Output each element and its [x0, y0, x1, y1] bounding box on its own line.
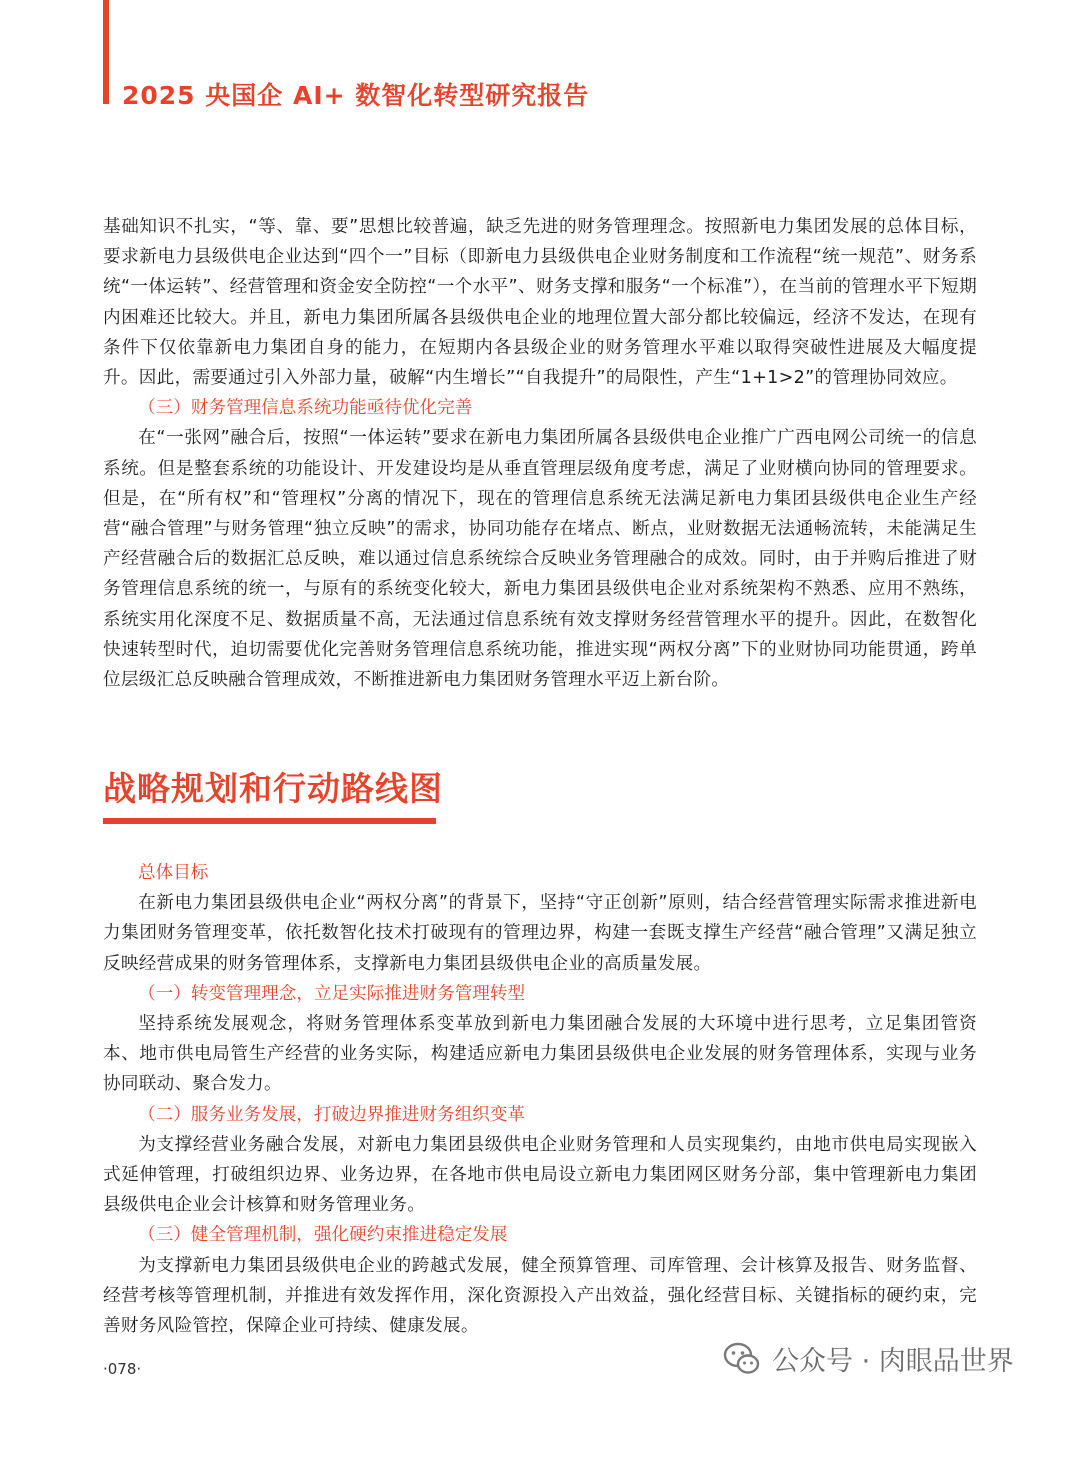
page-number: ·078·: [103, 1360, 142, 1378]
wechat-icon: [722, 1338, 762, 1378]
goal-heading: 总体目标: [138, 863, 209, 883]
item-heading-2: （二）服务业务发展，打破边界推进财务组织变革: [138, 1104, 526, 1125]
subheading-finance-system: （三）财务管理信息系统功能亟待优化完善: [138, 398, 473, 419]
item-paragraph-2: 为支撑经营业务融合发展，对新电力集团县级供电企业财务管理和人员实现集约，由地市供电局实现嵌入式延伸管理，打破组织边界、业务边界，在各地市供电局设立新电力集团网区财务分部，集中管理新电力集团县级供电企业会计核算和财务管理业务。: [103, 1134, 977, 1216]
body-block-1: [103, 212, 977, 695]
goal-paragraph: 在新电力集团县级供电企业“两权分离”的背景下，坚持“守正创新”原则，结合经营管理实际需求推进新电力集团财务管理变革，依托数智化技术打破现有的管理边界，构建一套既支撑生产经营“融合管理”又满足独立反映经营成果的财务管理体系，支撑新电力集团县级供电企业的高质量发展。: [103, 893, 977, 974]
watermark: [722, 1336, 1014, 1380]
intro-paragraph: 基础知识不扎实，“等、靠、要”思想比较普遍，缺乏先进的财务管理理念。按照新电力集团发展的总体目标，要求新电力县级供电企业达到“四个一”目标（即新电力县级供电企业财务制度和工作流程“统一规范”、财务系统“一体运转”、经营管理和资金安全防控“一个水平”、财务支撑和服务“一个标准”），在当前的管理水平下短期内困难还比较大。并且，新电力集团所属各县级供电企业的地理位置大部分都比较偏远，经济不发达，在现有条件下仅依靠新电力集团自身的能力，在短期内各县级企业的财务管理水平难以取得突破性进展及大幅度提升。因此，需要通过引入外部力量，破解“内生增长”“自我提升”的局限性，产生“1+1>2”的管理协同效应。: [103, 217, 977, 389]
item-paragraph-3: 为支撑新电力集团县级供电企业的跨越式发展，健全预算管理、司库管理、会计核算及报告、财务监督、经营考核等管理机制，并推进有效发挥作用，深化资源投入产出效益，强化经营目标、关键指标的硬约束，完善财务风险管控，保障企业可持续、健康发展。: [103, 1255, 977, 1337]
section-title-underline: [103, 818, 436, 824]
finance-system-paragraph: 在“一张网”融合后，按照“一体运转”要求在新电力集团所属各县级供电企业推广广西电网公司统一的信息系统。但是整套系统的功能设计、开发建设均是从垂直管理层级角度考虑，满足了业财横向协同的管理要求。但是，在“所有权”和“管理权”分离的情况下，现在的管理信息系统无法满足新电力集团县级供电企业生产经营“融合管理”与财务管理“独立反映”的需求，协同功能存在堵点、断点，业财数据无法通畅流转，未能满足生产经营融合后的数据汇总反映，难以通过信息系统综合反映业务管理融合的成效。同时，由于并购后推进了财务管理信息系统的统一，与原有的系统变化较大，新电力集团县级供电企业对系统架构不熟悉、应用不熟练，系统实用化深度不足、数据质量不高，无法通过信息系统有效支撑财务经营管理水平的提升。因此，在数智化快速转型时代，迫切需要优化完善财务管理信息系统功能，推进实现“两权分离”下的业财协同功能贯通，跨单位层级汇总反映融合管理成效，不断推进新电力集团财务管理水平迈上新台阶。: [103, 428, 977, 691]
item-paragraph-1: 坚持系统发展观念，将财务管理体系变革放到新电力集团融合发展的大环境中进行思考，立足集团管资本、地市供电局管生产经营的业务实际，构建适应新电力集团县级供电企业发展的财务管理体系，实现与业务协同联动、聚合发力。: [103, 1014, 977, 1095]
watermark-text: 公众号 · 肉眼品世界: [772, 1345, 1014, 1377]
header-accent-bar: [103, 0, 109, 104]
body-block-2: [103, 858, 977, 1341]
item-heading-1: （一）转变管理理念，立足实际推进财务管理转型: [138, 983, 526, 1004]
item-heading-3: （三）健全管理机制，强化硬约束推进稳定发展: [138, 1225, 508, 1246]
section-title: 战略规划和行动路线图: [103, 769, 443, 808]
report-title: 2025 央国企 AI+ 数智化转型研究报告: [122, 81, 590, 110]
